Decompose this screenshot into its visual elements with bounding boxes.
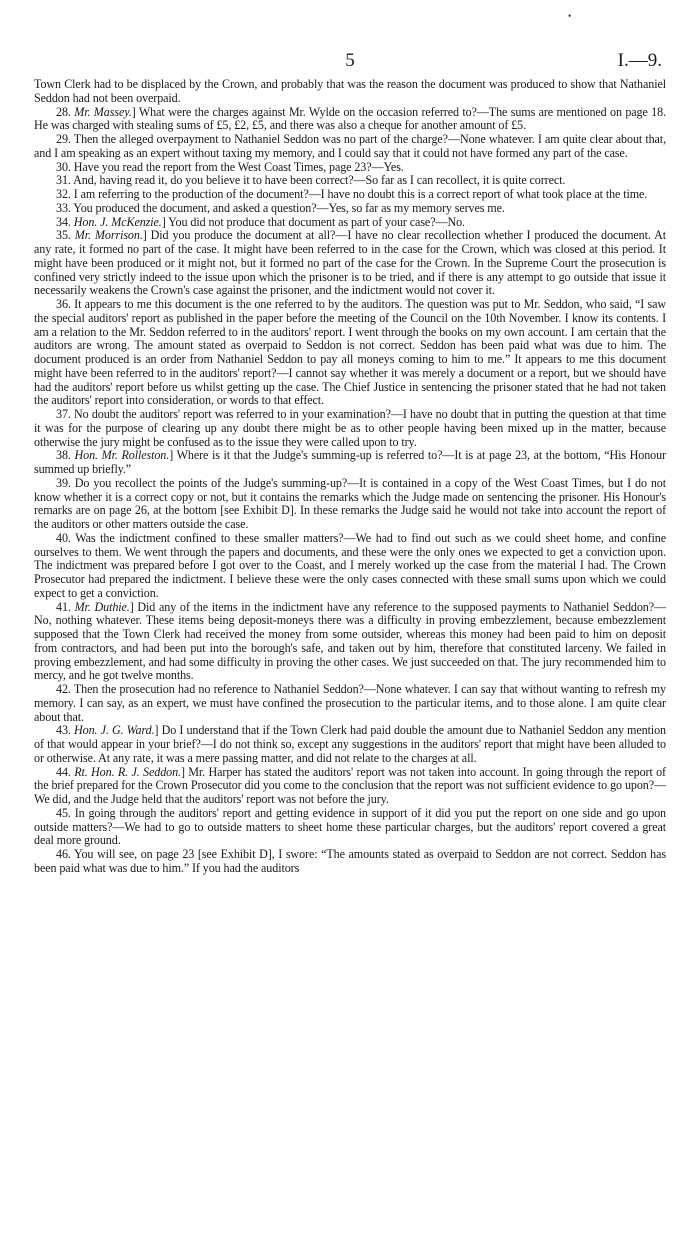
question-paragraph xyxy=(34,216,666,230)
question-number: 33. xyxy=(56,200,74,215)
document-body xyxy=(34,78,666,876)
page-number: 5 xyxy=(345,50,355,71)
speaker-name: Hon. J. McKenzie. xyxy=(73,214,162,229)
question-number: 36. xyxy=(56,297,75,311)
question-number: 40. xyxy=(56,530,76,545)
question-paragraph xyxy=(34,408,666,449)
question-paragraph xyxy=(34,848,666,876)
speaker-name: Hon. J. G. Ward. xyxy=(73,723,155,738)
speaker-name: Mr. Duthie. xyxy=(74,599,130,614)
question-paragraph xyxy=(34,601,666,684)
paragraph-text: ] Did any of the items in the indictment have any reference to the supposed payments to Nathaniel Seddon?—No, nothing whatever. These items being deposit-moneys there was a difficulty in proving embezzlement, because embezzlement supposed that the Town Clerk had received the money from some outsider, whereas this money had been paid to him on deposit from contractors, and had been put into the borough's safe, and taken out by him, therefore that constituted larceny. We failed in proving embezzlement, and had some difficulty in proving the other cases. We just succeeded on that. The jury recommended him to mercy, and he got twelve months. xyxy=(34,599,666,683)
document-reference: I.—9. xyxy=(617,50,662,71)
paragraph-text: It appears to me this document is the one referred to by the auditors. The question was put to Mr. Seddon, who said, “I saw the special auditors' report as published in the paper before the meeting of the Council on the 10th November. I know its contents. I am a relation to the Mr. Seddon referred to in the auditors' report. I went through the books on my own account. I am certain that the auditors are wrong. The amount stated as overpaid to Seddon is not correct. Seddon has been paid what was due to him. The document produced is an order from Nathaniel Seddon to pay all moneys coming to him to me.” It appears to me this document might have been referred to in the auditors' report?—I cannot say whether it was merely a document or a report, but we should have had the auditors' report before us whilst getting up the case. The Chief Justice in sentencing the prisoner stated that he had not taken the auditors' report into consideration, or words to that effect. xyxy=(34,297,666,408)
question-paragraph xyxy=(34,188,666,202)
question-number: 38. xyxy=(56,448,75,463)
paragraph-text: ] You did not produce that document as part of your case?—No. xyxy=(161,214,465,229)
question-paragraph xyxy=(34,449,666,477)
question-paragraph xyxy=(34,477,666,532)
question-paragraph xyxy=(34,683,666,724)
speaker-name: Mr. Morrison. xyxy=(74,228,143,243)
paragraph-text: Do you recollect the points of the Judge's summing-up?—It is contained in a copy of the West Coast Times, but I do not know whether it is a correct copy or not, but it contains the remarks which the Judge made on sentencing the prisoner. His Honour's remarks are on page 26, at the bottom [see Exhibit D]. In these remarks the Judge said he would not take into account the report of the auditors or other matters outside the case. xyxy=(34,475,666,531)
speaker-name: Hon. Mr. Rolleston. xyxy=(74,448,170,463)
paragraph-text: ] Did you produce the document at all?—I have no clear recollection whether I produced the document. At any rate, it formed no part of the case. It might have been referred to in the case for the Crown, which was closed at this period. It might have been produced or it might not, but it formed no part of the case for the Crown. In the Supreme Court the prosecution is confined very strictly indeed to the issue upon which the prisoner is to be tried, and if there is any attempt to go outside that issue it necessarily weakens the Crown's case against the prisoner, and the indictment would not cover it. xyxy=(34,228,667,298)
question-paragraph xyxy=(34,174,666,188)
question-number: 31. xyxy=(56,173,74,188)
question-number: 44. xyxy=(56,764,75,779)
question-number: 28. xyxy=(56,104,75,119)
paragraph-text: In going through the auditors' report and getting evidence in support of it did you put the report on one side and go upon outside matters?—We had to go to outside matters to sheet home these particular charges, but the auditors' report covered a great deal more ground. xyxy=(34,805,666,848)
question-paragraph xyxy=(34,133,666,161)
paragraph-text: No doubt the auditors' report was referred to in your examination?—I have no doubt that in putting the question at that time it was for the purpose of clearing up any doubt there might be as to other people having been mixed up in the matter, because otherwise the jury might be confused as to the issue they were called upon to try. xyxy=(34,407,666,449)
question-number: 46. xyxy=(56,847,75,861)
paragraph-text: And, having read it, do you believe it to have been correct?—So far as I can recollect, it is quite correct. xyxy=(73,173,566,188)
paragraph-text: ] Do I understand that if the Town Clerk had paid double the amount due to Nathaniel Seddon any mention of that would appear in your brief?—I do not think so, except any suggestions in the auditors' report that might have been alluded to or otherwise. At any rate, it was a mere passing matter, and did not relate to the charges at all. xyxy=(34,723,666,765)
paragraph-text: ] Mr. Harper has stated the auditors' report was not taken into account. In going through the report of the brief prepared for the Crown Prosecutor did you come to the conclusion that the report was not sufficient evidence to go upon?—We did, and the Judge held that the auditors' report was not before the jury. xyxy=(34,764,666,806)
question-number: 37. xyxy=(56,407,75,421)
question-paragraph xyxy=(34,807,666,848)
paragraph-text: You will see, on page 23 [see Exhibit D], I swore: “The amounts stated as overpaid to Seddon are not correct. Seddon has been paid what was due to him.” If you had the auditors xyxy=(34,847,666,875)
question-number: 32. xyxy=(56,187,74,201)
question-number: 45. xyxy=(56,805,75,820)
question-number: 41. xyxy=(56,599,75,614)
question-number: 29. xyxy=(56,132,74,146)
paragraph-text: ] What were the charges against Mr. Wylde on the occasion referred to?—The sums are mentioned on page 18. He was charged with stealing sums of £5, £2, £5, and there was also a cheque for another amount of £5. xyxy=(34,104,666,133)
question-number: 34. xyxy=(56,214,74,229)
speaker-name: Rt. Hon. R. J. Seddon. xyxy=(74,764,181,779)
question-paragraph xyxy=(34,298,666,408)
question-paragraph xyxy=(34,78,666,106)
question-number: 35. xyxy=(56,228,75,243)
question-paragraph xyxy=(34,202,666,216)
paragraph-text: Was the indictment confined to these smaller matters?—We had to find out such as we could sheet home, and confine ourselves to them. We went through the papers and documents, and these were the only ones we expected to get a conviction upon. The indictment was prepared before I got over to the Coast, and I merely worked up the case from the material I had. The Crown Prosecutor had prepared the indictment. I believe these were the only cases connected with these small sums upon which we could expect to get a conviction. xyxy=(34,530,666,600)
question-paragraph xyxy=(34,724,666,765)
question-paragraph xyxy=(34,766,666,807)
page-header xyxy=(0,50,700,72)
speaker-name: Mr. Massey. xyxy=(74,104,132,119)
paragraph-text: Then the alleged overpayment to Nathaniel Seddon was no part of the charge?—None whatever. I am quite clear about that, and I am speaking as an expert without taxing my memory, and I could say that it could not have formed any part of the case. xyxy=(34,132,666,160)
question-number: 39. xyxy=(56,475,75,490)
paragraph-text: Then the prosecution had no reference to Nathaniel Seddon?—None whatever. I can say that without wanting to refresh my memory. I can say, as an expert, we must have confined the prosecution to the particular items, and to those alone. I am quite clear about that. xyxy=(34,682,666,724)
question-paragraph xyxy=(34,532,666,601)
paragraph-text: Town Clerk had to be displaced by the Crown, and probably that was the reason the document was produced to show that Nathaniel Seddon had not been overpaid. xyxy=(34,77,666,105)
paragraph-text: Have you read the report from the West Coast Times, page 23?—Yes. xyxy=(73,159,404,174)
corner-mark: • xyxy=(568,11,572,21)
question-number: 43. xyxy=(56,723,74,738)
paragraph-text: ] Where is it that the Judge's summing-up is referred to?—It is at page 23, at the bottom, “His Honour summed up briefly.” xyxy=(34,448,666,476)
paragraph-text: I am referring to the production of the document?—I have no doubt this is a correct report of what took place at the time. xyxy=(73,187,648,201)
question-number: 42. xyxy=(56,682,74,696)
paragraph-text: You produced the document, and asked a question?—Yes, so far as my memory serves me. xyxy=(73,200,505,215)
question-number: 30. xyxy=(56,159,74,174)
question-paragraph xyxy=(34,106,666,134)
question-paragraph xyxy=(34,229,666,298)
question-paragraph xyxy=(34,161,666,175)
